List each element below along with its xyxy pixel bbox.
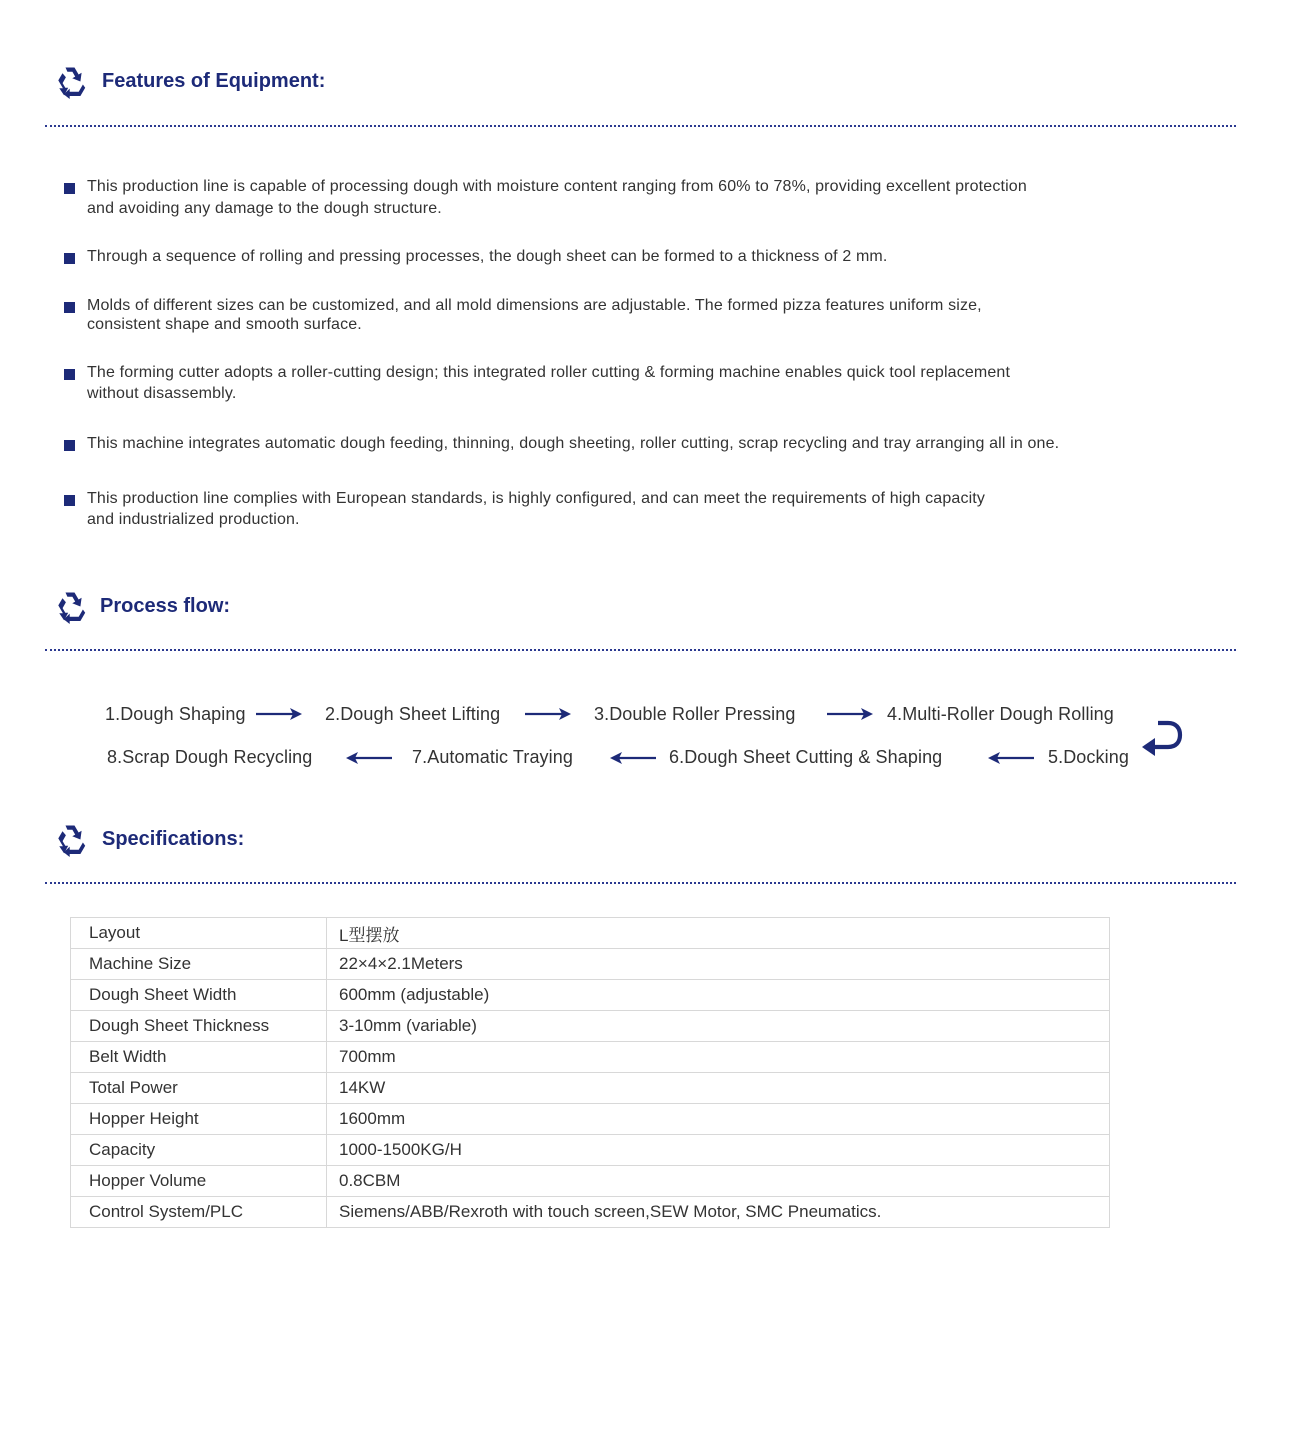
- specifications-table: [70, 917, 1110, 1228]
- square-bullet-icon: [64, 302, 75, 313]
- flow-step-4: 4.Multi-Roller Dough Rolling: [887, 704, 1114, 724]
- feature-text-line: This machine integrates automatic dough feeding, thinning, dough sheeting, roller cutting, scrap recycling and tray arranging all in one.: [87, 435, 1060, 452]
- feature-text-line: and industrialized production.: [87, 511, 300, 528]
- feature-text-line: This production line complies with European standards, is highly configured, and can meet the requirements of high capacity: [87, 490, 986, 507]
- arrow-right-icon: [827, 706, 875, 722]
- square-bullet-icon: [64, 495, 75, 506]
- feature-text-line: Molds of different sizes can be customized, and all mold dimensions are adjustable. The formed pizza features uniform size,: [87, 297, 982, 314]
- table-row: [71, 1197, 1110, 1228]
- flow-step-2: 2.Dough Sheet Lifting: [325, 704, 501, 724]
- arrow-right-icon: [256, 706, 304, 722]
- flow-step-7: 7.Automatic Traying: [412, 747, 573, 767]
- square-bullet-icon: [64, 183, 75, 194]
- spec-value: 600mm (adjustable): [327, 980, 1110, 1011]
- table-row: [71, 1104, 1110, 1135]
- feature-item: [64, 176, 1027, 219]
- arrow-left-icon: [608, 750, 656, 766]
- table-row: [71, 918, 1110, 949]
- square-bullet-icon: [64, 369, 75, 380]
- spec-label: Hopper Volume: [71, 1166, 327, 1197]
- process-header: [52, 586, 230, 626]
- u-turn-arrow-icon: [1140, 718, 1186, 760]
- table-row: [71, 949, 1110, 980]
- feature-text: [87, 362, 1010, 404]
- feature-text-line: without disassembly.: [87, 385, 237, 402]
- spec-label: Belt Width: [71, 1042, 327, 1073]
- square-bullet-icon: [64, 440, 75, 451]
- spec-label: Capacity: [71, 1135, 327, 1166]
- features-title: Features of Equipment:: [102, 69, 326, 92]
- spec-value: 3-10mm (variable): [327, 1011, 1110, 1042]
- table-row: [71, 1166, 1110, 1197]
- table-row: [71, 980, 1110, 1011]
- feature-text-line: Through a sequence of rolling and pressing processes, the dough sheet can be formed to a thickness of 2 mm.: [87, 248, 888, 265]
- spec-label: Dough Sheet Width: [71, 980, 327, 1011]
- features-divider: [45, 125, 1236, 127]
- process-title: Process flow:: [100, 594, 231, 617]
- spec-value: L型摆放: [327, 918, 1110, 949]
- arrow-left-icon: [986, 750, 1034, 766]
- feature-text: [87, 246, 888, 267]
- recycle-icon: [52, 63, 88, 99]
- spec-label: Machine Size: [71, 949, 327, 980]
- spec-label: Hopper Height: [71, 1104, 327, 1135]
- feature-text: [87, 295, 982, 335]
- spec-value: 1600mm: [327, 1104, 1110, 1135]
- specs-divider: [45, 882, 1236, 884]
- feature-text-line: and avoiding any damage to the dough structure.: [87, 200, 442, 217]
- feature-item: [64, 488, 985, 530]
- square-bullet-icon: [64, 253, 75, 264]
- feature-text-line: consistent shape and smooth surface.: [87, 316, 362, 333]
- feature-item: [64, 362, 1010, 404]
- feature-text: [87, 433, 1059, 454]
- feature-text-line: The forming cutter adopts a roller-cutting design; this integrated roller cutting & forming machine enables quick tool replacement: [87, 364, 1011, 381]
- spec-value: 0.8CBM: [327, 1166, 1110, 1197]
- arrow-right-icon: [525, 706, 573, 722]
- feature-item: [64, 295, 982, 335]
- flow-step-6: 6.Dough Sheet Cutting & Shaping: [669, 747, 943, 767]
- recycle-icon: [52, 588, 88, 624]
- feature-item: [64, 246, 888, 267]
- flow-step-3: 3.Double Roller Pressing: [594, 704, 796, 724]
- feature-text: [87, 176, 1027, 219]
- table-row: [71, 1135, 1110, 1166]
- feature-item: [64, 433, 1059, 454]
- feature-text: [87, 488, 985, 530]
- flow-step-1: 1.Dough Shaping: [105, 704, 246, 724]
- features-header: [52, 61, 325, 101]
- specs-header: [52, 819, 244, 859]
- table-row: [71, 1073, 1110, 1104]
- spec-label: Layout: [71, 918, 327, 949]
- arrow-left-icon: [344, 750, 392, 766]
- feature-text-line: This production line is capable of processing dough with moisture content ranging from 60% to 78%, providing excellent protection: [87, 178, 1027, 195]
- spec-label: Dough Sheet Thickness: [71, 1011, 327, 1042]
- specs-title: Specifications:: [102, 827, 245, 850]
- spec-label: Control System/PLC: [71, 1197, 327, 1228]
- spec-value: 14KW: [327, 1073, 1110, 1104]
- spec-value: 700mm: [327, 1042, 1110, 1073]
- table-row: [71, 1042, 1110, 1073]
- spec-label: Total Power: [71, 1073, 327, 1104]
- table-row: [71, 1011, 1110, 1042]
- recycle-icon: [52, 821, 88, 857]
- process-divider: [45, 649, 1236, 651]
- spec-value: Siemens/ABB/Rexroth with touch screen,SEW Motor, SMC Pneumatics.: [327, 1197, 1110, 1228]
- spec-value: 1000-1500KG/H: [327, 1135, 1110, 1166]
- spec-value: 22×4×2.1Meters: [327, 949, 1110, 980]
- flow-step-8: 8.Scrap Dough Recycling: [107, 747, 313, 767]
- flow-step-5: 5.Docking: [1048, 747, 1129, 767]
